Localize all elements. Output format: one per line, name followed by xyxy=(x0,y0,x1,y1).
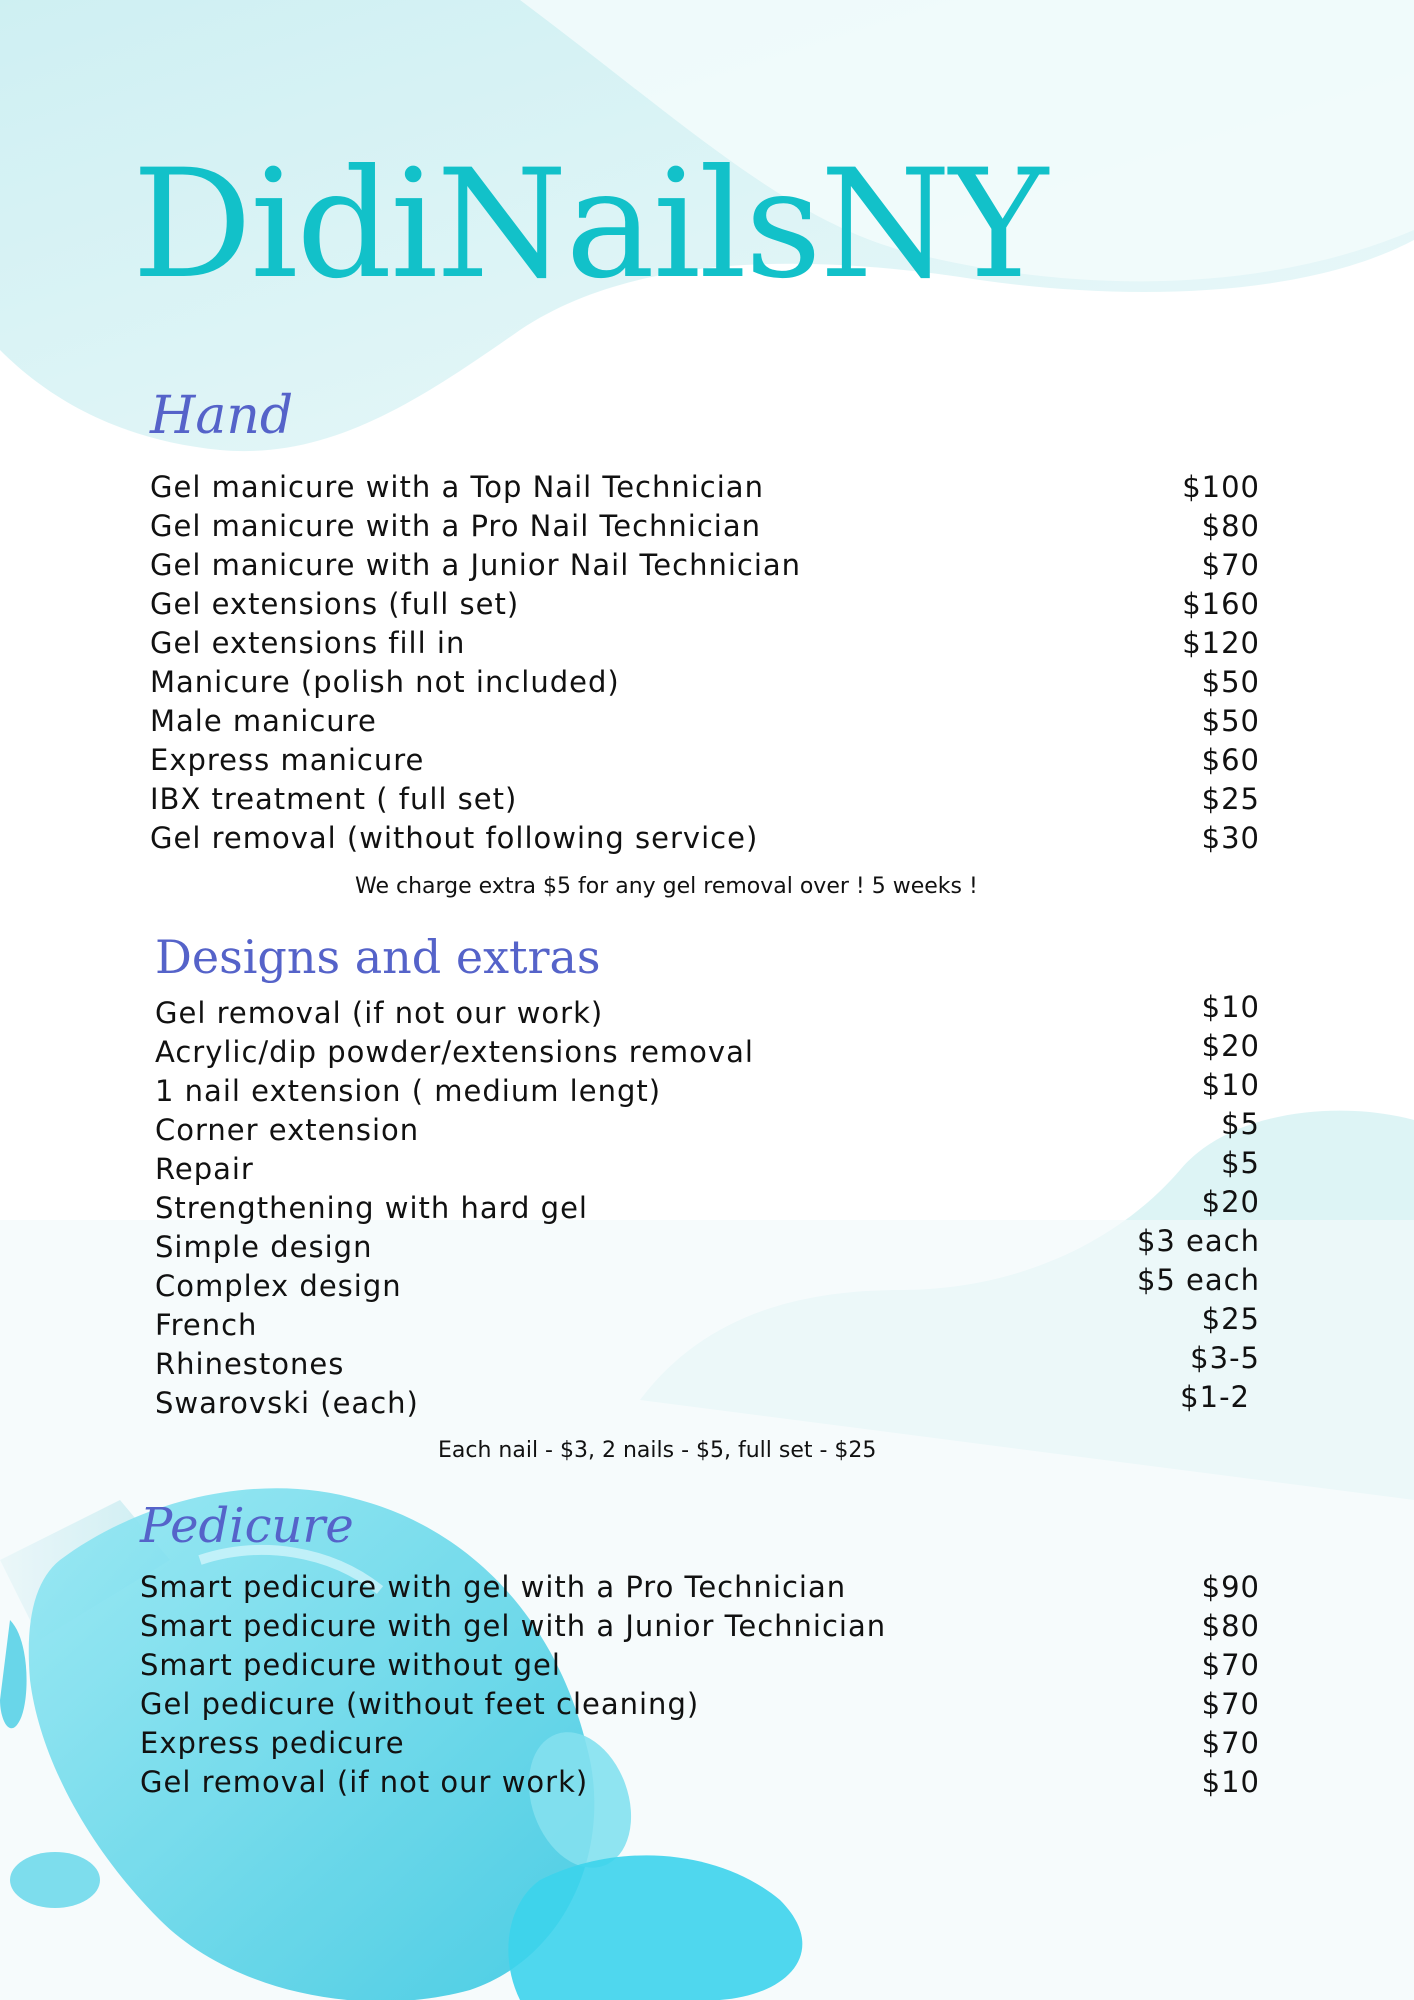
hand-section xyxy=(150,386,1260,446)
hand-note: We charge extra $5 for any gel removal over ! 5 weeks ! xyxy=(355,874,978,899)
designs-item-row xyxy=(155,990,1260,1033)
service-name: Gel manicure with a Junior Nail Technician xyxy=(150,548,802,582)
service-price: $100 xyxy=(1182,470,1260,504)
pedicure-item-row xyxy=(140,1646,1260,1685)
designs-item-row xyxy=(155,1380,1260,1423)
service-price: $20 xyxy=(1201,1185,1260,1219)
service-price: $3 each xyxy=(1136,1224,1260,1258)
service-price: $10 xyxy=(1201,990,1260,1024)
hand-heading: Hand xyxy=(150,386,294,446)
service-price: $60 xyxy=(1201,743,1260,777)
service-price: $1-2 xyxy=(1180,1380,1250,1414)
service-price: $20 xyxy=(1201,1029,1260,1063)
service-price: $70 xyxy=(1201,1687,1260,1721)
service-name: Gel removal (without following service) xyxy=(150,821,759,855)
service-name: Acrylic/dip powder/extensions removal xyxy=(155,1035,754,1069)
service-name: Gel manicure with a Top Nail Technician xyxy=(150,470,764,504)
pedicure-item-row xyxy=(140,1607,1260,1646)
designs-item-row xyxy=(155,1185,1260,1228)
service-price: $50 xyxy=(1201,665,1260,699)
service-price: $80 xyxy=(1201,509,1260,543)
service-name: Express pedicure xyxy=(140,1726,405,1760)
hand-item-row xyxy=(150,780,1260,819)
pedicure-section xyxy=(140,1498,1260,1554)
designs-section xyxy=(155,930,1260,984)
hand-item-row xyxy=(150,546,1260,585)
service-name: Strengthening with hard gel xyxy=(155,1191,588,1225)
service-name: Smart pedicure with gel with a Junior Technician xyxy=(140,1609,887,1643)
service-price: $80 xyxy=(1201,1609,1260,1643)
service-price: $50 xyxy=(1201,704,1260,738)
service-name: Smart pedicure without gel xyxy=(140,1648,561,1682)
service-name: 1 nail extension ( medium lengt) xyxy=(155,1074,662,1108)
hand-item-row xyxy=(150,663,1260,702)
service-name: Male manicure xyxy=(150,704,377,738)
service-price: $70 xyxy=(1201,548,1260,582)
designs-item-row xyxy=(155,1263,1260,1306)
hand-price-list xyxy=(150,468,1260,858)
service-price: $5 xyxy=(1221,1146,1260,1180)
service-name: Corner extension xyxy=(155,1113,420,1147)
designs-note: Each nail - $3, 2 nails - $5, full set - $25 xyxy=(438,1438,877,1463)
service-name: Gel removal (if not our work) xyxy=(140,1765,589,1799)
hand-item-row xyxy=(150,624,1260,663)
pedicure-heading: Pedicure xyxy=(140,1498,354,1554)
service-price: $5 each xyxy=(1136,1263,1260,1297)
service-price: $70 xyxy=(1201,1726,1260,1760)
service-name: Complex design xyxy=(155,1269,402,1303)
service-name: Simple design xyxy=(155,1230,373,1264)
designs-item-row xyxy=(155,1068,1260,1111)
service-name: Gel extensions fill in xyxy=(150,626,466,660)
pedicure-item-row xyxy=(140,1568,1260,1607)
pedicure-price-list xyxy=(140,1568,1260,1802)
service-name: Gel removal (if not our work) xyxy=(155,996,604,1030)
service-price: $70 xyxy=(1201,1648,1260,1682)
service-name: IBX treatment ( full set) xyxy=(150,782,518,816)
service-name: Gel pedicure (without feet cleaning) xyxy=(140,1687,700,1721)
designs-heading: Designs and extras xyxy=(155,930,601,984)
service-name: Smart pedicure with gel with a Pro Technician xyxy=(140,1570,847,1604)
service-price: $160 xyxy=(1182,587,1260,621)
service-name: Repair xyxy=(155,1152,254,1186)
brand-title: DidiNailsNY xyxy=(132,138,1047,312)
service-price: $25 xyxy=(1201,782,1260,816)
pedicure-item-row xyxy=(140,1685,1260,1724)
service-name: Gel manicure with a Pro Nail Technician xyxy=(150,509,762,543)
hand-item-row xyxy=(150,585,1260,624)
service-name: French xyxy=(155,1308,258,1342)
pedicure-item-row xyxy=(140,1724,1260,1763)
hand-item-row xyxy=(150,741,1260,780)
designs-item-row xyxy=(155,1224,1260,1267)
service-price: $10 xyxy=(1201,1068,1260,1102)
designs-item-row xyxy=(155,1107,1260,1150)
service-name: Gel extensions (full set) xyxy=(150,587,520,621)
hand-item-row xyxy=(150,702,1260,741)
designs-item-row xyxy=(155,1302,1260,1345)
designs-item-row xyxy=(155,1146,1260,1189)
service-price: $30 xyxy=(1201,821,1260,855)
service-price: $10 xyxy=(1201,1765,1260,1799)
designs-item-row xyxy=(155,1341,1260,1384)
designs-item-row xyxy=(155,1029,1260,1072)
designs-price-list xyxy=(155,990,1260,1423)
service-name: Swarovski (each) xyxy=(155,1386,419,1420)
service-name: Express manicure xyxy=(150,743,425,777)
service-name: Rhinestones xyxy=(155,1347,345,1381)
service-price: $3-5 xyxy=(1190,1341,1260,1375)
hand-item-row xyxy=(150,507,1260,546)
service-name: Manicure (polish not included) xyxy=(150,665,620,699)
service-price: $5 xyxy=(1221,1107,1260,1141)
service-price: $25 xyxy=(1201,1302,1260,1336)
pedicure-item-row xyxy=(140,1763,1260,1802)
hand-item-row xyxy=(150,468,1260,507)
hand-item-row xyxy=(150,819,1260,858)
service-price: $120 xyxy=(1182,626,1260,660)
service-price: $90 xyxy=(1201,1570,1260,1604)
